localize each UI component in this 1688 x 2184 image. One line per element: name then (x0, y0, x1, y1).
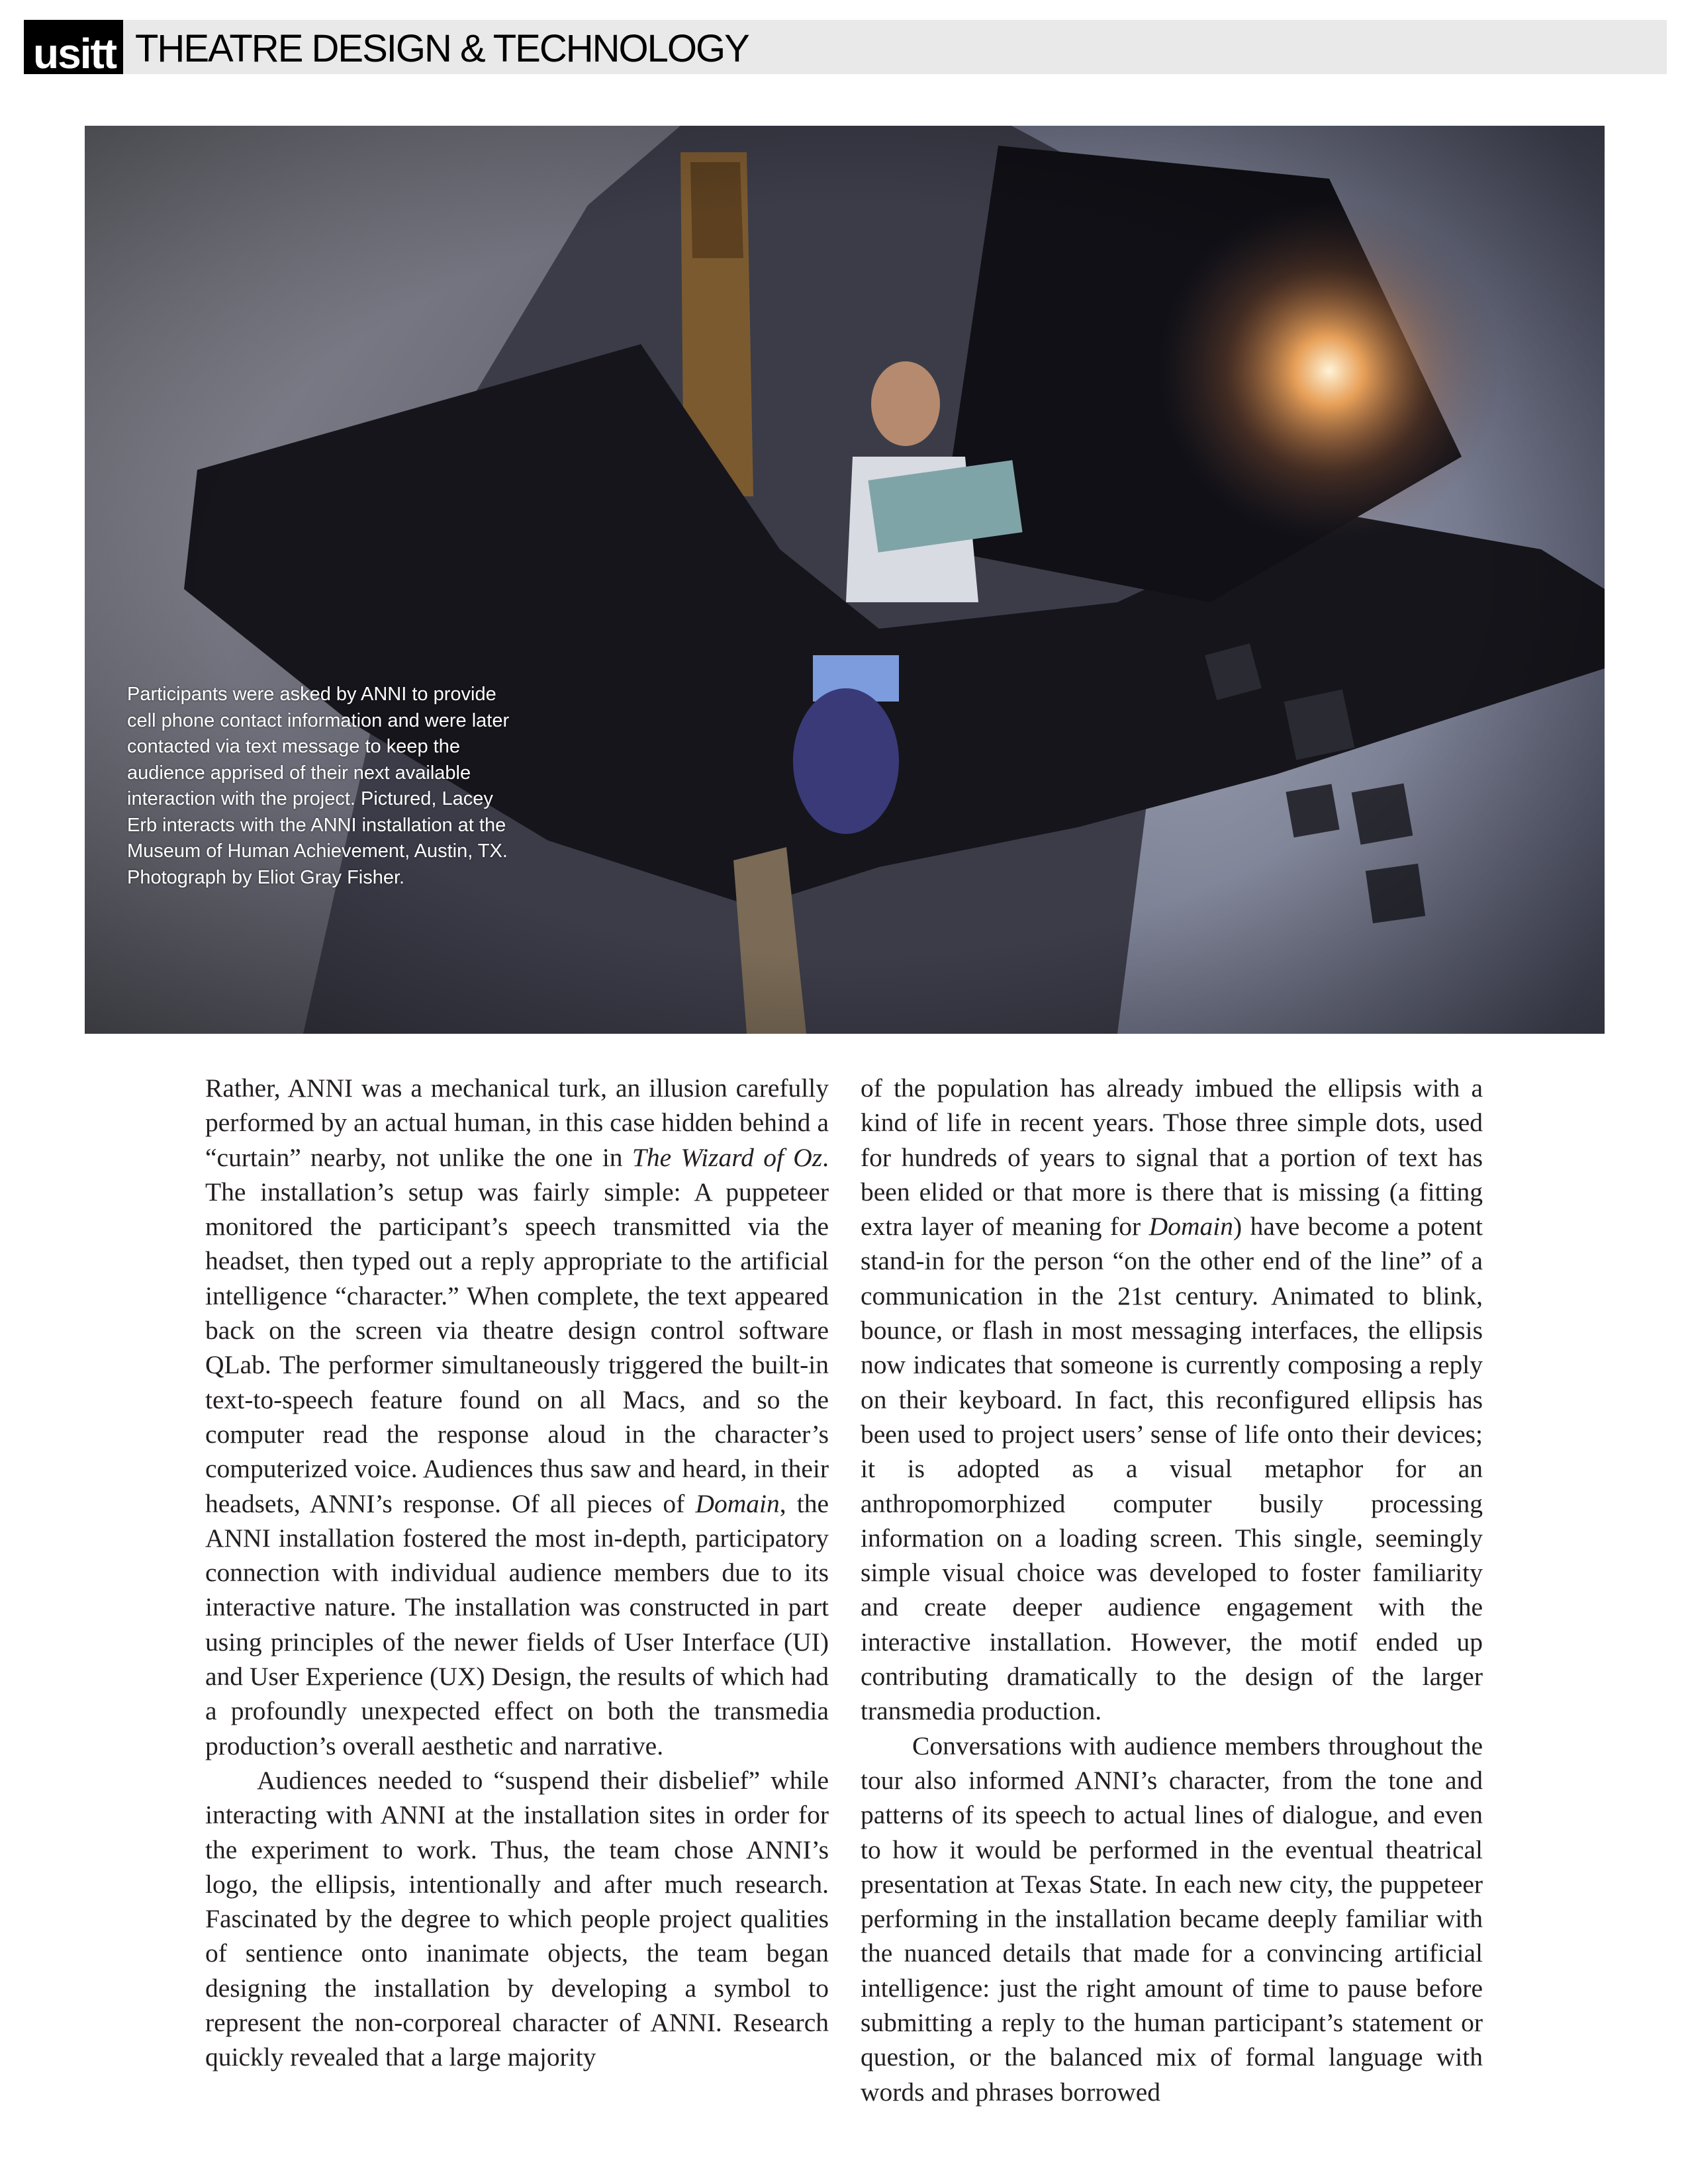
title-reference: The Wizard of Oz (632, 1142, 823, 1172)
paragraph-text: ) have become a potent stand-in for the person “on the other end of the line” of a communication in the 21st century. Animated to blink, bounce, or flash in most messaging interfaces, the ellipsis now indicates that someone is currently composing a reply on their keyboard. In fact, this reconfigured ellipsis has been used to project users’ sense of life onto their devices; it is adopted as a visual metaphor for an anthropomorphized computer busily processing information on a loading screen. This single, seemingly simple visual choice was developed to foster familiarity and create deeper audience engagement with the interactive installation. However, the motif ended up contributing dramatically to the design of the larger transmedia production. (861, 1212, 1483, 1726)
article-column-left (205, 1071, 829, 2075)
paragraph-text: , the ANNI installation fostered the most in-depth, participatory connection with individual audience members due to its interactive nature. The installation was constructed in part using principles of the newer fields of User Interface (UI) and User Experience (UX) Design, the results of which had a profoundly unexpected effect on both the transmedia production’s overall aesthetic and narrative. (205, 1488, 829, 1760)
photo-caption: Participants were asked by ANNI to provide cell phone contact information and were later contacted via text message to keep the audience apprised of their next available interaction with the project. Pictured, Lacey Erb interacts with the ANNI installation at the Museum of Human Achievement, Austin, TX. Photograph by Eliot Gray Fisher. (127, 684, 510, 888)
magazine-title: THEATRE DESIGN & TECHNOLOGY (135, 27, 749, 70)
paragraph: Audiences needed to “suspend their disbelief” while interacting with ANNI at the installation sites in order for the experiment to work. Thus, the team chose ANNI’s logo, the ellipsis, intentionally and after much research. Fascinated by the degree to which people project qualities of sentience onto inanimate objects, the team began designing the installation by developing a symbol to represent the non-corporeal character of ANNI. Research quickly revealed that a large majority (205, 1765, 829, 2072)
article-column-right (861, 1071, 1483, 2109)
paragraph-text: Rather, ANNI was a mechanical turk, an illusion carefully performed by an actual human, in this case hidden behind a “curtain” nearby, not unlike the one in (205, 1073, 829, 1172)
installation-photo (85, 126, 1605, 1034)
paragraph (861, 1071, 1483, 1729)
paragraph: Conversations with audience members throughout the tour also informed ANNI’s character, from the tone and patterns of its speech to actual lines of dialogue, and even to how it would be performed in the eventual theatrical presentation at Texas State. In each new city, the puppeteer performing in the installation became deeply familiar with the nuanced details that made for a convincing artificial intelligence: just the right amount of time to pause before submitting a reply to the human participant’s statement or question, or the balanced mix of formal language with words and phrases borrowed (861, 1731, 1483, 2107)
title-reference: Domain (1149, 1212, 1233, 1242)
title-reference: Domain (695, 1488, 780, 1518)
paragraph-text: of the population has already imbued the ellipsis with a kind of life in recent years. Those three simple dots, used for hundreds of years to signal that a portion of text has been elided or that more is there that is missing (a fitting extra layer of meaning for (861, 1073, 1483, 1242)
paragraph-text: . The installation’s setup was fairly simple: A puppeteer monitored the participant’s speech transmitted via the headset, then typed out a reply appropriate to the artificial intelligence “character.” When complete, the text appeared back on the screen via theatre design control software QLab. The performer simultaneously triggered the built-in text-to-speech feature found on all Macs, and so the computer read the response aloud in the character’s computerized voice. Audiences thus saw and heard, in their headsets, ANNI’s response. Of all pieces of (205, 1142, 829, 1518)
paragraph (205, 1071, 829, 1763)
photo-illustration (85, 126, 1605, 1034)
logo-text: usitt (33, 30, 117, 74)
usitt-logo (24, 20, 123, 74)
